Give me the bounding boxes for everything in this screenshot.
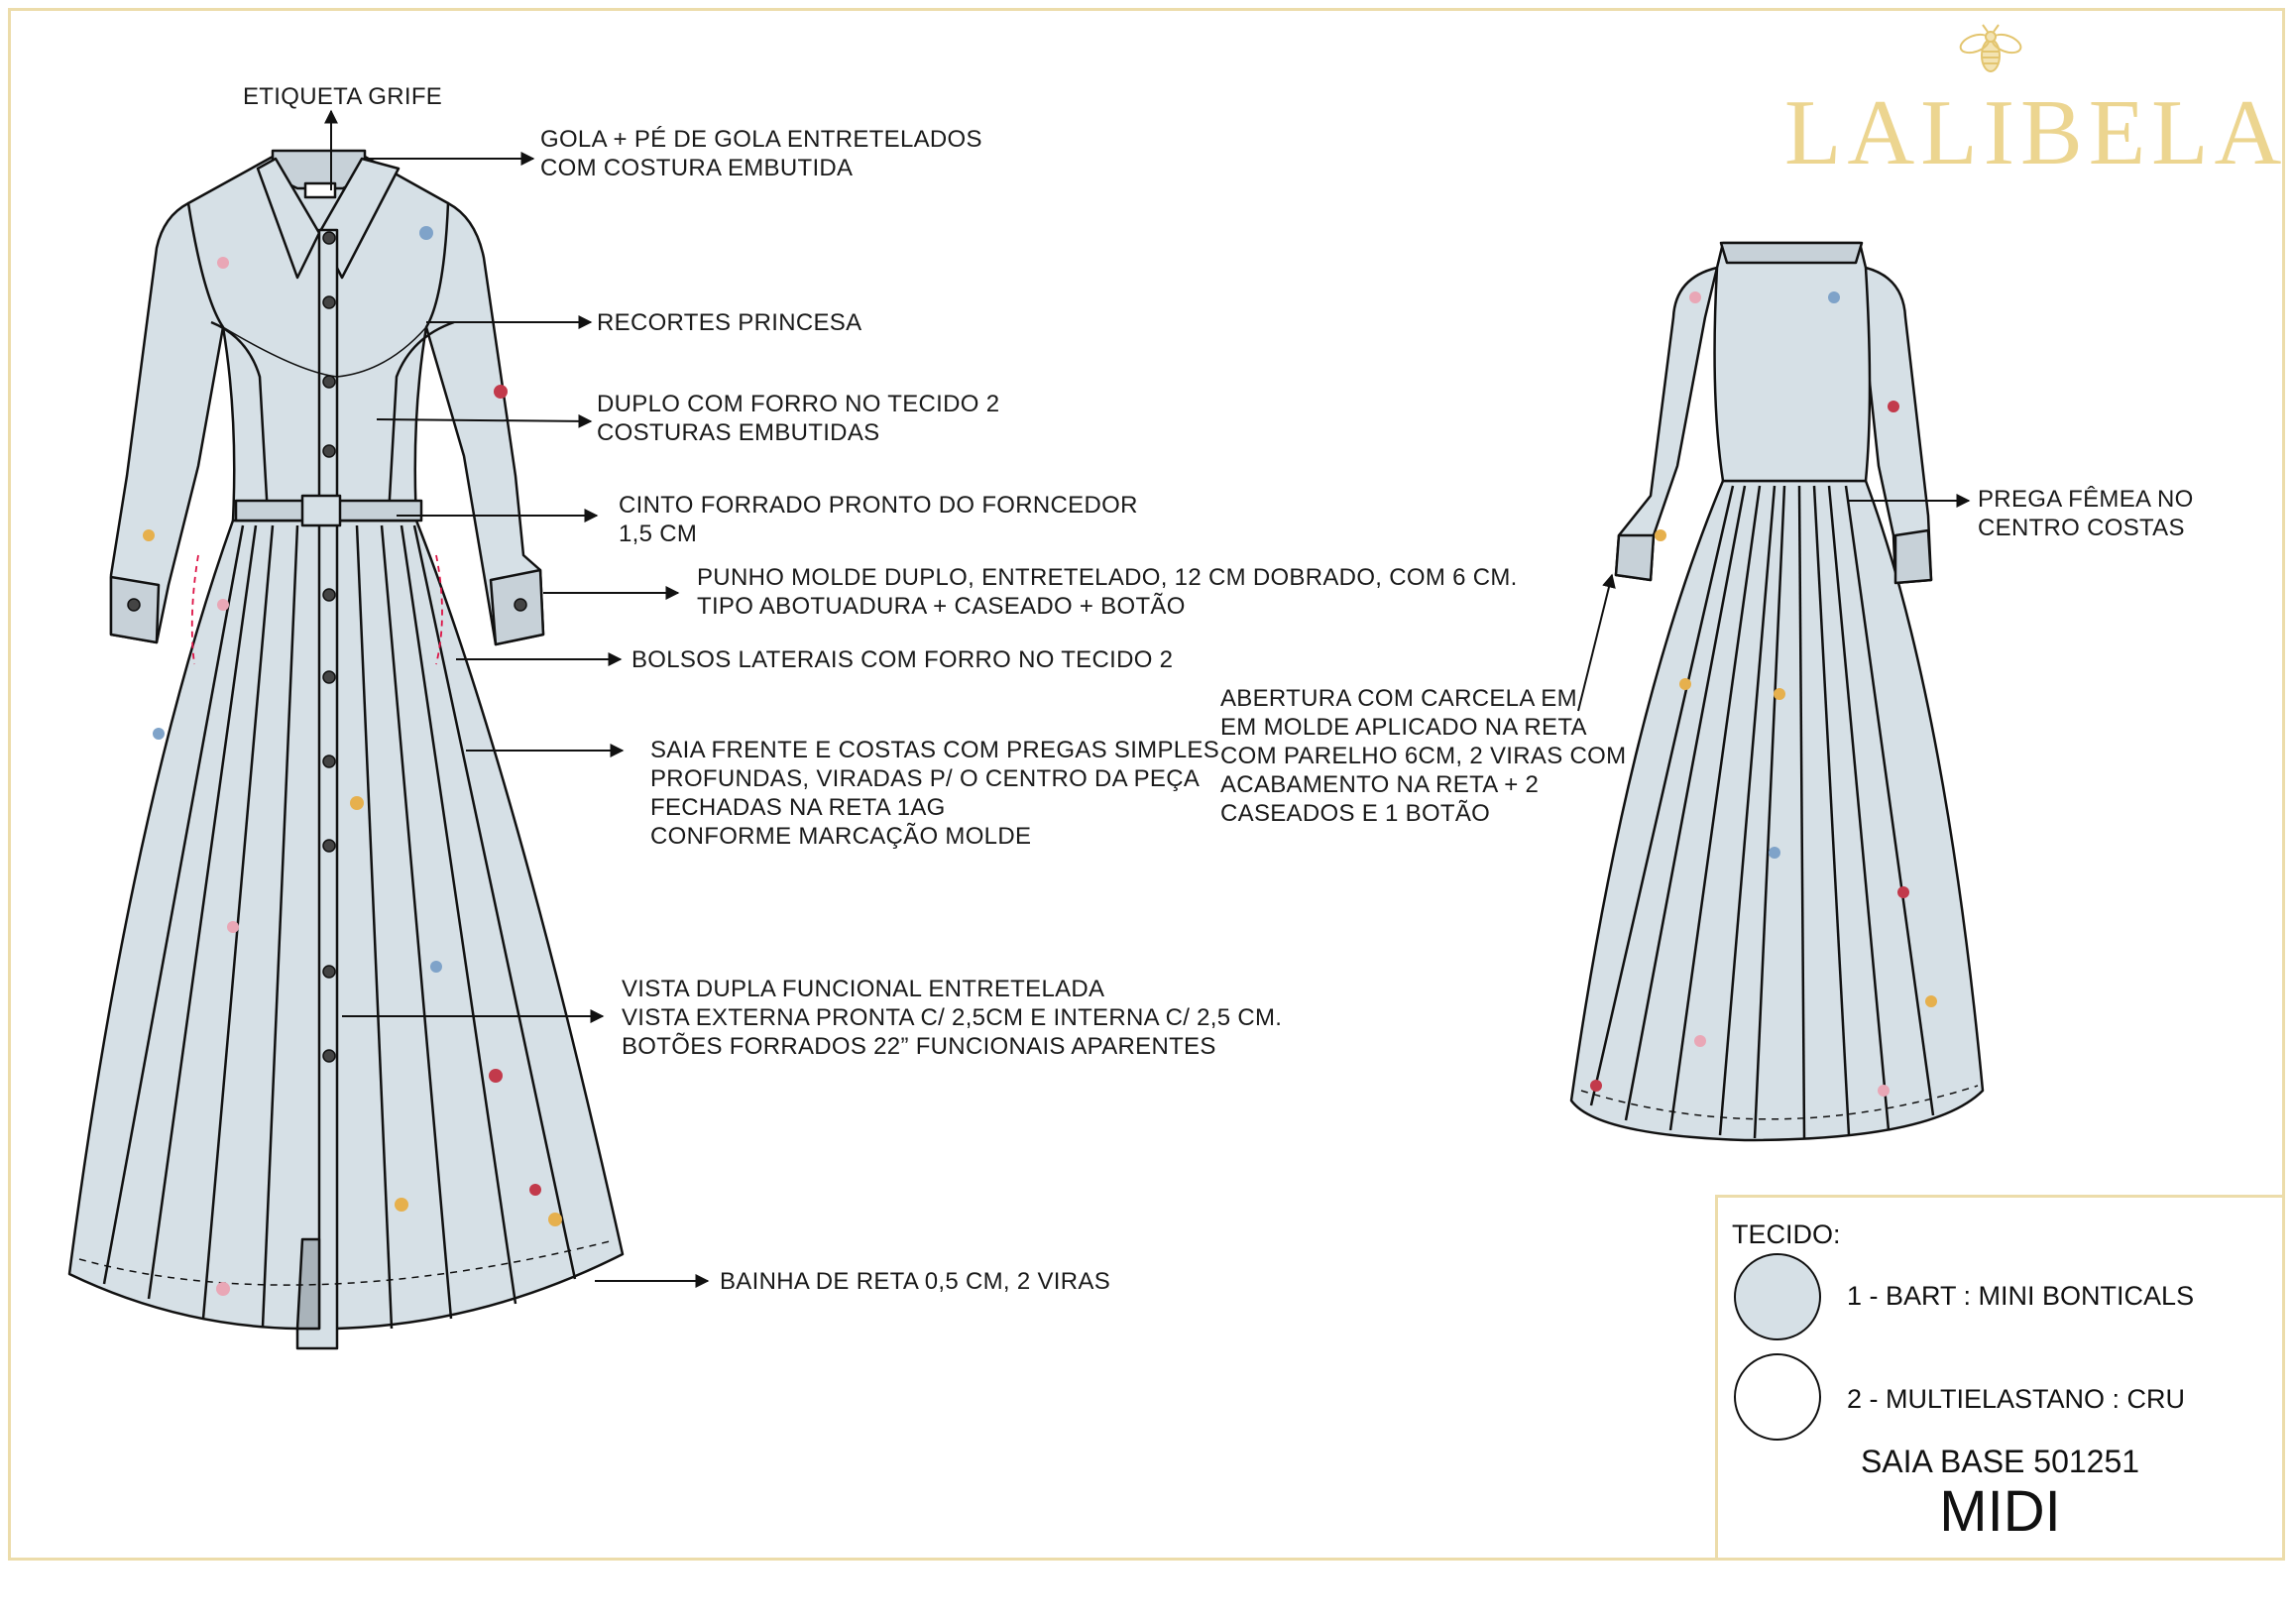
annotation-abertura: ABERTURA COM CARCELA EM EM MOLDE APLICADO NA RETA COM PARELHO 6CM, 2 VIRAS COM ACABAMENTO NA RETA + 2 CASEADOS E 1 BOTÃO [1220,685,1627,827]
annotation-vista: VISTA DUPLA FUNCIONAL ENTRETELADA VISTA EXTERNA PRONTA C/ 2,5CM E INTERNA C/ 2,5 CM. BOTÕES FORRADOS 22” FUNCIONAIS APARENTES [622,976,1283,1060]
fabric-item-2: 2 - MULTIELASTANO : CRU [1847,1384,2186,1414]
annotation-punho: PUNHO MOLDE DUPLO, ENTRETELADO, 12 CM DOBRADO, COM 6 CM. TIPO ABOTUADURA + CASEADO + BOTÃO [697,564,1518,620]
annotation-gola: GOLA + PÉ DE GOLA ENTRETELADOS COM COSTURA EMBUTIDA [540,126,982,181]
fabric-item-1: 1 - BART : MINI BONTICALS [1847,1281,2195,1311]
fabric-legend [1715,1195,2285,1561]
model-size: MIDI [1939,1479,2061,1544]
back-collar [1721,243,1862,263]
back-bodice [1715,243,1870,481]
fabric-swatch-2 [1734,1353,1821,1441]
belt-buckle [302,496,340,525]
annotation-etiqueta: ETIQUETA GRIFE [243,83,443,110]
annotation-recortes: RECORTES PRINCESA [597,309,862,336]
bee-icon [1956,22,2025,83]
annotation-cinto: CINTO FORRADO PRONTO DO FORNCEDOR 1,5 CM [619,492,1138,547]
model-reference: SAIA BASE 501251 [1860,1444,2140,1479]
annotation-bainha: BAINHA DE RETA 0,5 CM, 2 VIRAS [720,1268,1111,1295]
annotation-prega: PREGA FÊMEA NO CENTRO COSTAS [1978,486,2194,541]
annotation-saia: SAIA FRENTE E COSTAS COM PREGAS SIMPLES PROFUNDAS, VIRADAS P/ O CENTRO DA PEÇA FECHADAS NA RETA 1AG CONFORME MARCAÇÃO MOLDE [650,737,1220,850]
annotation-bolsos: BOLSOS LATERAIS COM FORRO NO TECIDO 2 [631,646,1174,673]
fabric-legend-title: TECIDO: [1732,1219,1841,1249]
annotation-duplo: DUPLO COM FORRO NO TECIDO 2 COSTURAS EMBUTIDAS [597,391,1000,446]
fabric-swatch-1 [1734,1253,1821,1340]
brand-logo: LALIBELA [1784,81,2288,184]
